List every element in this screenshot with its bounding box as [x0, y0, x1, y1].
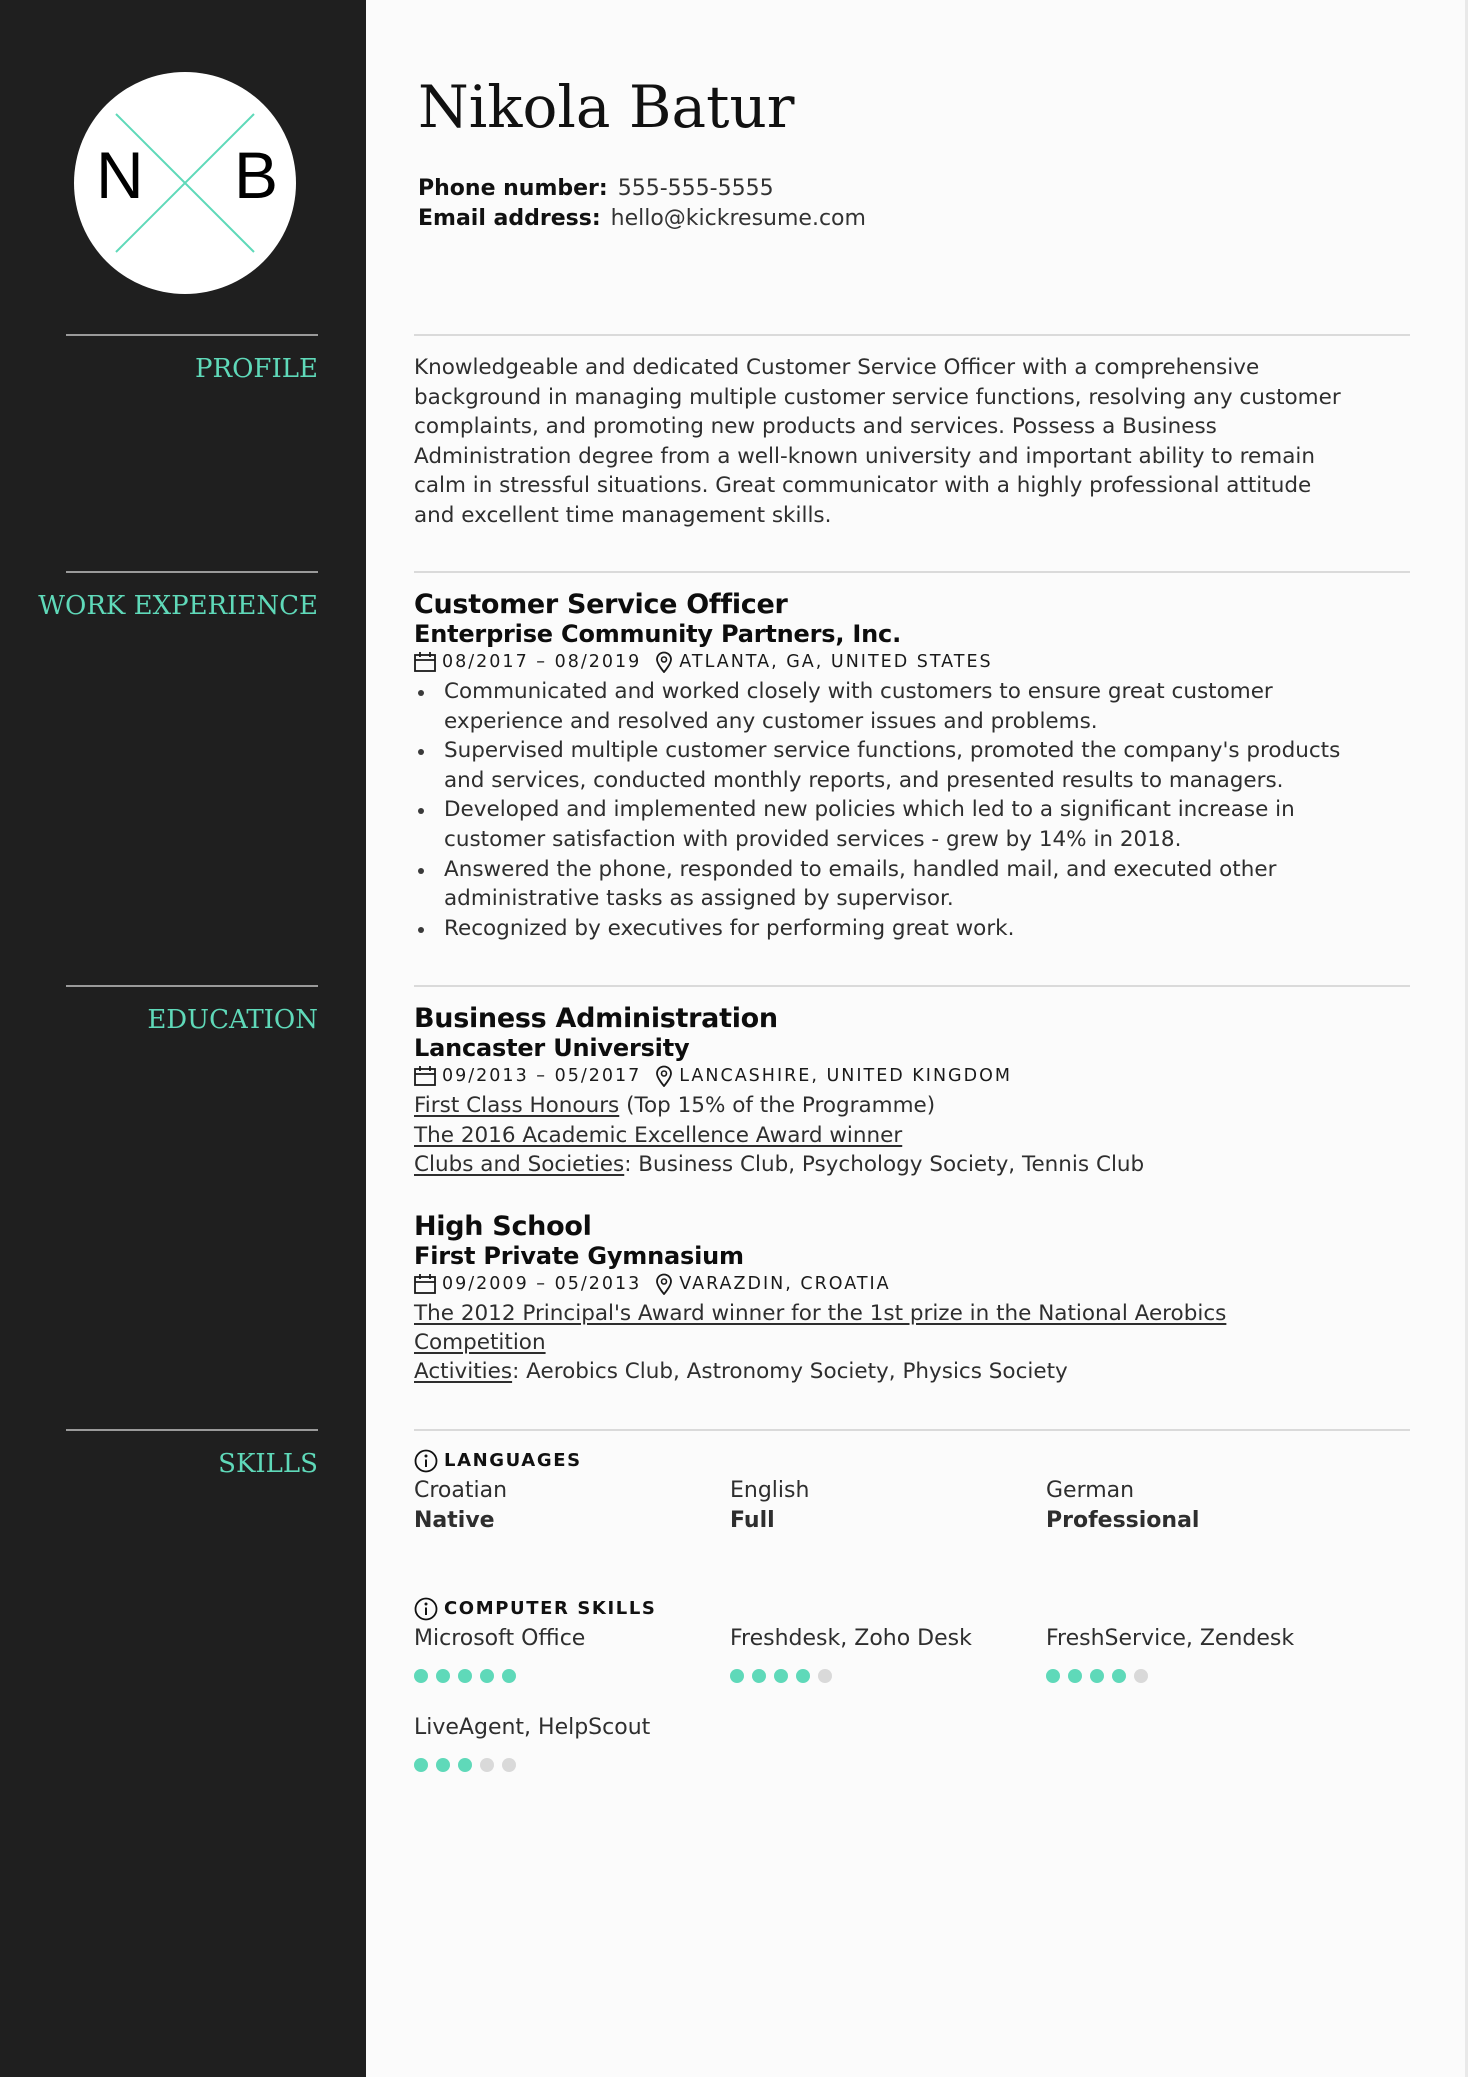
skill-rating — [730, 1669, 832, 1683]
rating-dot-filled — [774, 1669, 788, 1683]
monogram-first-initial: N — [96, 138, 144, 212]
calendar-icon — [414, 1274, 436, 1294]
education-meta — [414, 1064, 1012, 1088]
list-item: Supervised multiple customer service functions, promoted the company's products and services, conducted monthly reports, and presented results to managers. — [414, 736, 1414, 795]
education-heading: EDUCATION — [147, 1005, 318, 1035]
award-link[interactable]: Competition — [414, 1330, 546, 1355]
language-level: Native — [414, 1508, 495, 1533]
list-item: Developed and implemented new policies which led to a significant increase in customer satisfaction with provided services - grew by 14% in 2018. — [414, 795, 1414, 854]
location-pin-icon — [655, 1273, 673, 1295]
clubs-link[interactable]: Clubs and Societies — [414, 1152, 625, 1177]
school-name: First Private Gymnasium — [414, 1242, 744, 1270]
rating-dot-filled — [1068, 1669, 1082, 1683]
rating-dot-filled — [1046, 1669, 1060, 1683]
honours-link[interactable]: First Class Honours — [414, 1093, 620, 1118]
computer-skill-name: LiveAgent, HelpScout — [414, 1715, 651, 1740]
rating-dot-filled — [414, 1669, 428, 1683]
activities-link[interactable]: Activities — [414, 1359, 513, 1384]
rating-dot-filled — [458, 1758, 472, 1772]
languages-heading: LANGUAGES — [414, 1449, 582, 1473]
profile-summary — [414, 353, 1414, 531]
profile-heading: PROFILE — [195, 354, 318, 384]
skills-heading: SKILLS — [218, 1449, 318, 1479]
award-line — [414, 1328, 546, 1358]
rating-dot-filled — [458, 1669, 472, 1683]
list-item: Answered the phone, responded to emails, handled mail, and executed other administrative tasks as assigned by supervisor. — [414, 855, 1414, 914]
rating-dot-empty — [502, 1758, 516, 1772]
profile-line: complaints, and promoting new products and services. Possess a Business — [414, 414, 1217, 440]
email-row — [418, 204, 866, 234]
phone-value: 555-555-5555 — [617, 176, 774, 201]
education-divider-right — [414, 985, 1410, 987]
language-name: Croatian — [414, 1478, 508, 1503]
rating-dot-filled — [480, 1669, 494, 1683]
job-bullets — [414, 677, 1414, 943]
skill-rating — [414, 1758, 516, 1772]
activities-line: Activities: Aerobics Club, Astronomy Society, Physics Society — [414, 1359, 1068, 1384]
phone-label: Phone number: — [418, 176, 608, 201]
skill-rating — [1046, 1669, 1148, 1683]
sidebar — [0, 0, 366, 2077]
clubs-line: Clubs and Societies: Business Club, Psychology Society, Tennis Club — [414, 1152, 1145, 1177]
rating-dot-filled — [730, 1669, 744, 1683]
job-dates: 08/2017 – 08/2019 — [442, 652, 642, 672]
work-divider-right — [414, 571, 1410, 573]
education-location: LANCASHIRE, UNITED KINGDOM — [679, 1066, 1012, 1086]
award-line — [414, 1299, 1226, 1329]
education-dates: 09/2009 – 05/2013 — [442, 1274, 642, 1294]
rating-dot-filled — [752, 1669, 766, 1683]
education-divider-left — [66, 985, 318, 987]
candidate-name: Nikola Batur — [418, 73, 795, 141]
profile-line: Knowledgeable and dedicated Customer Service Officer with a comprehensive — [414, 355, 1260, 380]
work-divider-left — [66, 571, 318, 573]
education-location: VARAZDIN, CROATIA — [679, 1274, 891, 1294]
language-level: Professional — [1046, 1508, 1200, 1533]
job-title: Customer Service Officer — [414, 589, 788, 620]
profile-line: Administration degree from a well-known university and important ability to remain — [414, 443, 1315, 469]
profile-divider-right — [414, 334, 1410, 336]
award-link[interactable]: The 2012 Principal's Award winner for the 1st prize in the National Aerobics — [414, 1301, 1227, 1326]
profile-line: calm in stressful situations. Great communicator with a highly professional attitude — [414, 473, 1312, 499]
rating-dot-filled — [796, 1669, 810, 1683]
email-value: hello@kickresume.com — [610, 206, 866, 231]
award-link[interactable]: The 2016 Academic Excellence Award winner — [414, 1123, 903, 1148]
job-location: ATLANTA, GA, UNITED STATES — [679, 652, 993, 672]
monogram-avatar — [74, 72, 296, 294]
profile-line: and excellent time management skills. — [414, 502, 832, 528]
skills-divider-left — [66, 1429, 318, 1431]
calendar-icon — [414, 1066, 436, 1086]
school-name: Lancaster University — [414, 1034, 690, 1062]
degree-title: High School — [414, 1211, 592, 1242]
degree-title: Business Administration — [414, 1003, 778, 1034]
language-level: Full — [730, 1508, 775, 1533]
rating-dot-filled — [1090, 1669, 1104, 1683]
skills-divider-right — [414, 1429, 1410, 1431]
rating-dot-filled — [436, 1758, 450, 1772]
rating-dot-filled — [502, 1669, 516, 1683]
education-dates: 09/2013 – 05/2017 — [442, 1066, 642, 1086]
award-line — [414, 1121, 902, 1151]
calendar-icon — [414, 652, 436, 672]
rating-dot-filled — [414, 1758, 428, 1772]
rating-dot-filled — [436, 1669, 450, 1683]
computer-skill-name: Freshdesk, Zoho Desk — [730, 1626, 972, 1651]
company-name: Enterprise Community Partners, Inc. — [414, 620, 901, 648]
computer-skill-name: Microsoft Office — [414, 1626, 586, 1651]
info-icon — [414, 1449, 438, 1473]
rating-dot-empty — [1134, 1669, 1148, 1683]
computer-skill-name: FreshService, Zendesk — [1046, 1626, 1295, 1651]
rating-dot-filled — [1112, 1669, 1126, 1683]
honours-line: First Class Honours (Top 15% of the Programme) — [414, 1093, 936, 1118]
computer-skills-heading: COMPUTER SKILLS — [414, 1597, 656, 1621]
profile-line: background in managing multiple customer service functions, resolving any customer — [414, 384, 1341, 410]
work-heading: WORK EXPERIENCE — [38, 591, 318, 621]
list-item: Communicated and worked closely with customers to ensure great customer experience and resolved any customer issues and problems. — [414, 677, 1414, 736]
location-pin-icon — [655, 651, 673, 673]
email-label: Email address: — [418, 206, 601, 231]
language-name: English — [730, 1478, 810, 1503]
phone-row — [418, 174, 774, 204]
language-name: German — [1046, 1478, 1135, 1503]
profile-divider-left — [66, 334, 318, 336]
job-meta — [414, 650, 993, 674]
rating-dot-empty — [480, 1758, 494, 1772]
skill-rating — [414, 1669, 516, 1683]
monogram-last-initial: B — [234, 138, 279, 212]
location-pin-icon — [655, 1065, 673, 1087]
info-icon — [414, 1597, 438, 1621]
rating-dot-empty — [818, 1669, 832, 1683]
list-item: Recognized by executives for performing great work. — [414, 914, 1414, 944]
education-meta — [414, 1272, 891, 1296]
